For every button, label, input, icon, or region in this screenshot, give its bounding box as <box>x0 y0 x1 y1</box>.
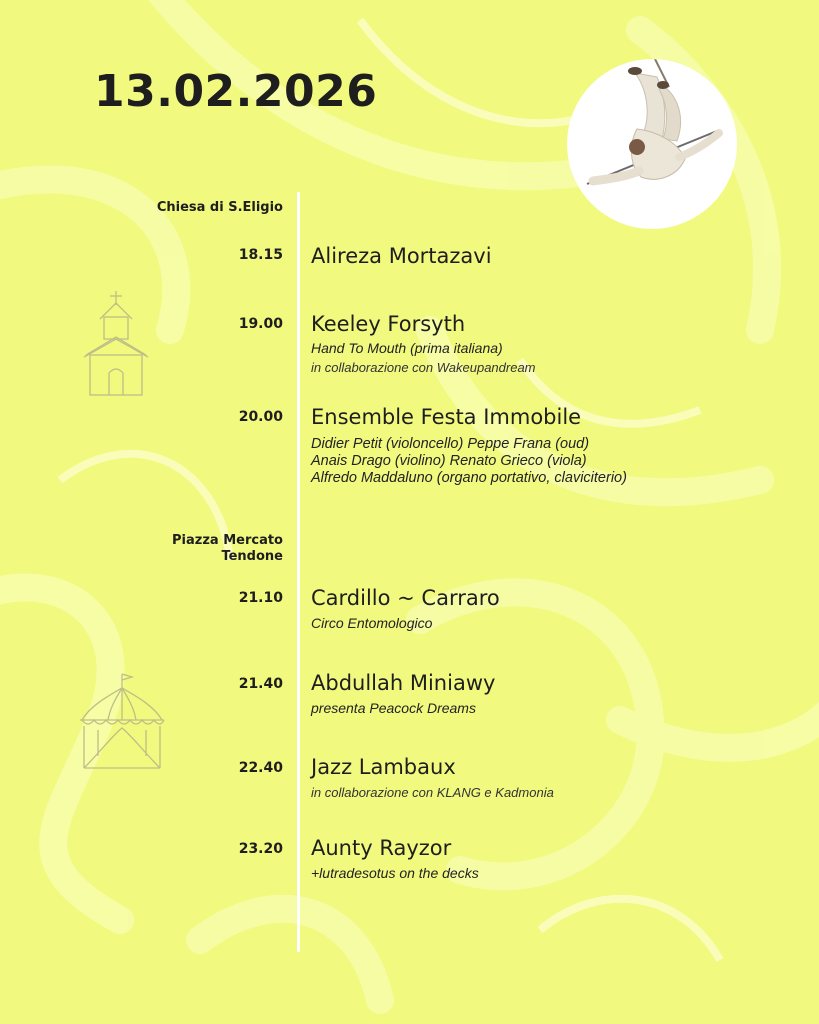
event-subtitle: presenta Peacock Dreams <box>311 700 476 716</box>
lineup-line: Anais Drago (violino) Renato Grieco (viola) <box>311 453 587 469</box>
circus-tent-icon <box>78 672 166 770</box>
ensemble-lineup <box>311 436 791 487</box>
event-item <box>311 754 791 801</box>
performer-name: Cardillo ~ Carraro <box>311 586 500 610</box>
lineup-line: Alfredo Maddaluno (organo portativo, claviciterio) <box>311 470 627 486</box>
performer-name: Alireza Mortazavi <box>311 244 492 268</box>
lineup-line: Didier Petit (violoncello) Peppe Frana (oud) <box>311 436 590 452</box>
church-icon <box>82 289 150 397</box>
event-item <box>311 585 791 632</box>
venue-label-piazza <box>172 533 283 565</box>
timeline-line <box>297 192 300 952</box>
performer-name: Keeley Forsyth <box>311 312 466 336</box>
event-subtitle: +lutradesotus on the decks <box>311 865 479 881</box>
event-item <box>311 404 791 487</box>
event-time: 19.00 <box>238 316 283 332</box>
event-note: in collaborazione con KLANG e Kadmonia <box>311 785 554 800</box>
event-item <box>311 835 791 882</box>
event-item <box>311 243 791 269</box>
event-date: 13.02.2026 <box>94 66 378 117</box>
event-item <box>311 670 791 717</box>
event-time: 23.20 <box>238 841 283 857</box>
event-time: 20.00 <box>238 409 283 425</box>
performer-name: Abdullah Miniawy <box>311 671 496 695</box>
event-subtitle: Hand To Mouth (prima italiana) <box>311 340 503 356</box>
event-time: 21.40 <box>238 676 283 692</box>
event-time: 22.40 <box>238 760 283 776</box>
performer-name: Aunty Rayzor <box>311 836 452 860</box>
event-subtitle: Circo Entomologico <box>311 615 433 631</box>
venue-name-line: Piazza Mercato <box>172 533 283 548</box>
event-item <box>311 311 791 376</box>
performer-photo <box>567 59 737 229</box>
event-note: in collaborazione con Wakeupandream <box>311 360 536 375</box>
event-time: 18.15 <box>238 247 283 263</box>
event-time: 21.10 <box>238 590 283 606</box>
performer-name: Jazz Lambaux <box>311 755 456 779</box>
venue-name-line: Tendone <box>221 549 283 564</box>
performer-name: Ensemble Festa Immobile <box>311 405 582 429</box>
venue-label-chiesa: Chiesa di S.Eligio <box>156 200 283 215</box>
performer-illustration <box>567 59 737 229</box>
